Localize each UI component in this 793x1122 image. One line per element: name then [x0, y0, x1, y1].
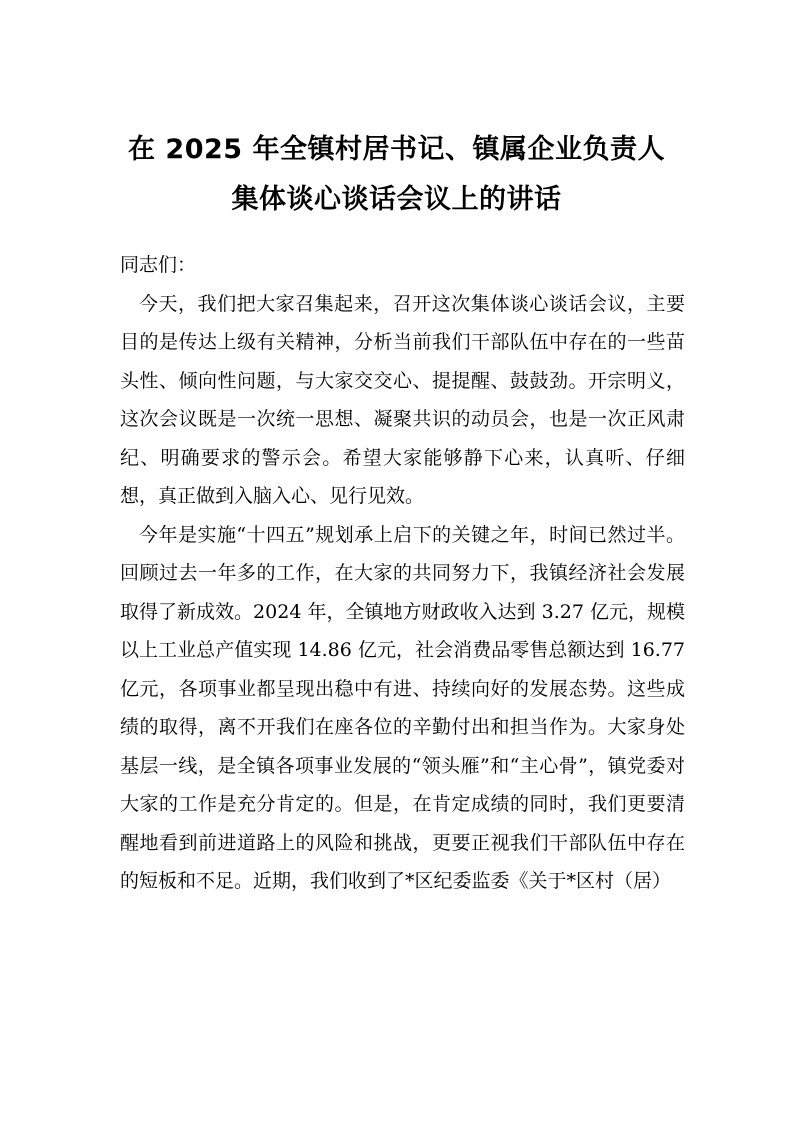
paragraph-1: 今天，我们把大家召集起来，召开这次集体谈心谈话会议，主要目的是传达上级有关精神，分析当前我们干部队伍中存在的一些苗头性、倾向性问题，与大家交交心、提提醒、鼓鼓劲。开宗明义，这次会议既是一次统一思想、凝聚共识的动员会，也是一次正风肃纪、明确要求的警示会。希望大家能够静下心来，认真听、仔细想，真正做到入脑入心、见行见效。	[120, 292, 685, 507]
salutation: 同志们：	[120, 254, 197, 276]
speech-title-line-2: 集体谈心谈话会议上的讲话	[231, 184, 562, 215]
speech-title-line-1: 在 2025 年全镇村居书记、镇属企业负责人	[128, 134, 665, 165]
speech-body	[120, 246, 685, 901]
paragraph-2: 今年是实施“十四五”规划承上启下的关键之年，时间已然过半。回顾过去一年多的工作，在大家的共同努力下，我镇经济社会发展取得了新成效。2024 年，全镇地方财政收入达到 3.27 亿元，规模以上工业总产值实现 14.86 亿元，社会消费品零售总额达到 16.77 亿元，各项事业都呈现出稳中有进、持续向好的发展态势。这些成绩的取得，离不开我们在座各位的辛勤付出和担当作为。大家身处基层一线，是全镇各项事业发展的“领头雁”和“主心骨”，镇党委对大家的工作是充分肯定的。但是，在肯定成绩的同时，我们更要清醒地看到前进道路上的风险和挑战，更要正视我们干部队伍中存在的短板和不足。近期，我们收到了*区纪委监委《关于*区村（居）	[120, 523, 685, 892]
